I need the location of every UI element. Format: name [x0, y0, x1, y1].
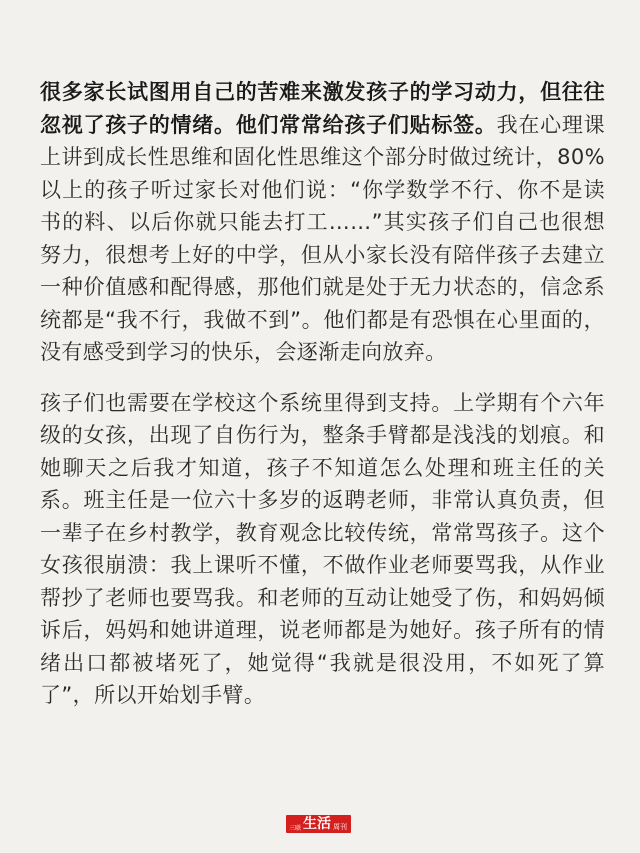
logo-main-text: 生活	[303, 816, 332, 832]
publication-logo	[286, 815, 351, 833]
paragraph-2	[40, 387, 605, 712]
paragraph-1	[40, 76, 605, 369]
paragraph-1-bold-lead: 很多家长试图用自己的苦难来激发孩子的学习动力，但往往忽视了孩子的情绪。他们常常给孩子们贴标签。	[40, 80, 605, 137]
article-body	[40, 76, 605, 712]
paragraph-1-text: 我在心理课上讲到成长性思维和固化性思维这个部分时做过统计，80%以上的孩子听过家长对他们说：“你学数学不行、你不是读书的料、以后你就只能去打工……”其实孩子们自己也很想努力，很想考上好的中学，但从小家长没有陪伴孩子去建立一种价值感和配得感，那他们就是处于无力状态的，信念系统都是“我不行，我做不到”。他们都是有恐惧在心里面的，没有感受到学习的快乐，会逐渐走向放弃。	[40, 112, 605, 364]
logo-tail-text: 周刊	[333, 823, 348, 831]
paragraph-2-text: 孩子们也需要在学校这个系统里得到支持。上学期有个六年级的女孩，出现了自伤行为，整条手臂都是浅浅的划痕。和她聊天之后我才知道，孩子不知道怎么处理和班主任的关系。班主任是一位六十多岁的返聘老师，非常认真负责，但一辈子在乡村教学，教育观念比较传统，常常骂孩子。这个女孩很崩溃：我上课听不懂，不做作业老师要骂我，从作业帮抄了老师也要骂我。和老师的互动让她受了伤，和妈妈倾诉后，妈妈和她讲道理，说老师都是为她好。孩子所有的情绪出口都被堵死了，她觉得“我就是很没用，不如死了算了”，所以开始划手臂。	[40, 390, 605, 707]
logo-sub-text: 三联	[289, 824, 302, 832]
